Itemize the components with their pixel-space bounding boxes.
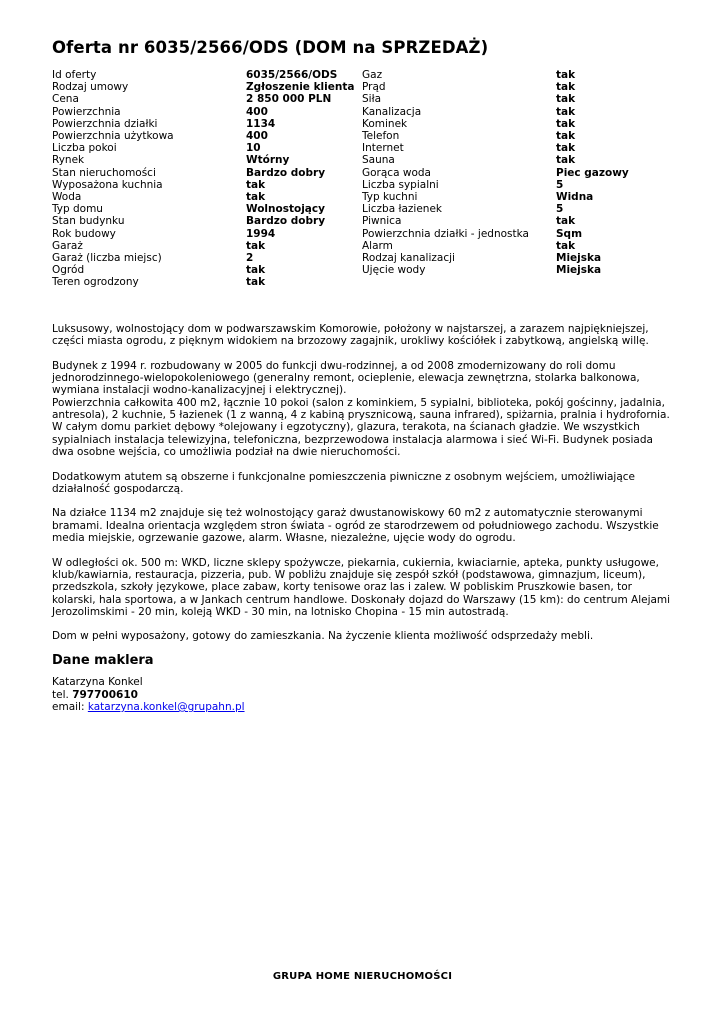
property-label: Powierzchnia użytkowa [52, 130, 174, 143]
property-label: Rodzaj kanalizacji [362, 252, 455, 265]
property-row [52, 191, 682, 203]
property-row [52, 130, 682, 142]
property-value: 2 850 000 PLN [246, 93, 332, 106]
property-value: 6035/2566/ODS [246, 69, 338, 81]
property-value: tak [556, 154, 576, 167]
property-value: tak [246, 191, 266, 204]
property-row [52, 203, 682, 215]
property-value: Miejska [556, 252, 602, 265]
property-label: Internet [362, 142, 404, 155]
property-label: Liczba łazienek [362, 203, 442, 216]
property-value: tak [246, 178, 266, 191]
property-label: Id oferty [52, 69, 97, 81]
property-label: Teren ogrodzony [52, 276, 139, 289]
property-row [52, 118, 682, 130]
property-value: tak [556, 130, 576, 143]
property-label: Liczba pokoi [52, 142, 117, 155]
property-value: tak [556, 105, 576, 118]
property-value: tak [246, 276, 266, 289]
description-paragraph: Dodatkowym atutem są obszerne i funkcjonalne pomieszczenia piwniczne z osobnym wejściem, umożliwiające działalność gospodarczą. [52, 470, 636, 495]
property-label: Stan nieruchomości [52, 166, 156, 179]
property-value: 2 [246, 252, 254, 265]
property-value: Sqm [556, 227, 583, 240]
property-label: Kominek [362, 117, 408, 130]
property-label: Woda [52, 191, 82, 204]
property-value: tak [556, 81, 576, 94]
property-value: 10 [246, 142, 261, 155]
property-row [52, 154, 682, 166]
broker-email-line [52, 701, 245, 714]
property-label: Ujęcie wody [362, 264, 426, 277]
property-label: Siła [362, 93, 382, 106]
property-value: tak [246, 239, 266, 252]
property-label: Garaż [52, 239, 83, 252]
property-value: Piec gazowy [556, 166, 629, 179]
property-value: Wolnostojący [246, 203, 325, 216]
property-label: Sauna [362, 154, 395, 167]
property-label: Ogród [52, 264, 85, 277]
property-value: tak [556, 117, 576, 130]
broker-email-label: email: [52, 701, 85, 713]
description-paragraph: Na działce 1134 m2 znajduje się też wolnostojący garaż dwustanowiskowy 60 m2 z automatycznie sterowanymi bramami. Idealna orientacja względem stron świata - ogród ze starodrzewem od południowego zachodu. Wszystkie media miejskie, ogrzewanie gazowe, alarm. Własne, niezależne, ujęcie wody do ogrodu. [52, 507, 659, 545]
property-label: Kanalizacja [362, 105, 422, 118]
property-value: tak [556, 239, 576, 252]
property-value: tak [556, 69, 576, 81]
property-value: 5 [556, 178, 564, 191]
property-value: Miejska [556, 264, 602, 277]
property-value: tak [556, 93, 576, 106]
broker-phone-line [52, 689, 245, 702]
property-table [52, 69, 682, 289]
property-value: tak [246, 264, 266, 277]
description-paragraph: W odległości ok. 500 m: WKD, liczne sklepy spożywcze, piekarnia, cukiernia, kwiaciarnie, apteka, punkty usługowe, klub/kawiarnia, restauracja, pizzeria, pub. W pobliżu znajduje się zespół szkół (podstawowa, gimnazjum, liceum), przedszkola, szkoły językowe, place zabaw, korty tenisowe oraz las i zalew. W pobliskim Pruszkowie basen, tor kolarski, hala sportowa, a w Jankach centrum handlowe. Doskonały dojazd do Warszawy (15 km): do centrum Alejami Jerozolimskimi - 20 min, koleją WKD - 30 min, na lotnisko Chopina - 15 min autostradą. [52, 556, 671, 618]
property-value: 1994 [246, 227, 276, 240]
property-label: Gorąca woda [362, 166, 431, 179]
property-label: Telefon [362, 130, 400, 143]
property-label: Alarm [362, 239, 393, 252]
property-label: Typ domu [52, 203, 103, 216]
property-row [52, 240, 682, 252]
property-row [52, 69, 682, 81]
property-label: Rynek [52, 154, 85, 167]
property-value: Wtórny [246, 154, 290, 167]
property-label: Cena [52, 93, 79, 106]
property-row [52, 264, 682, 276]
property-label: Powierzchnia działki - jednostka [362, 227, 529, 240]
property-value: Bardzo dobry [246, 215, 326, 228]
property-label: Wyposażona kuchnia [52, 178, 163, 191]
description-paragraph: Luksusowy, wolnostojący dom w podwarszawskim Komorowie, położony w najstarszej, a zarazem najpiękniejszej, części miasta ogrodu, z pięknym widokiem na brzozowy zagajnik, urokliwy kościółek i zabytkową, angielską willę. [52, 323, 649, 348]
property-row [52, 106, 682, 118]
broker-phone: 797700610 [72, 688, 138, 701]
footer-company: GRUPA HOME NIERUCHOMOŚCI [272, 971, 453, 982]
property-row [52, 93, 682, 105]
property-value: Bardzo dobry [246, 166, 326, 179]
description-paragraph: Budynek z 1994 r. rozbudowany w 2005 do funkcji dwu-rodzinnej, a od 2008 zmodernizowany do roli domu jednorodzinnego-wielopokoleniowego (generalny remont, ocieplenie, elewacja zewnętrzna, stolarka balkonowa, wymiana instalacji wodno-kanalizacyjnej i elektrycznej). Powierzchnia całkowita 400 m2, łącznie 10 pokoi (salon z kominkiem, 5 sypialni, biblioteka, pokój gościnny, jadalnia, antresola), 2 kuchnie, 5 łazienek (1 z wanną, 4 z kabiną prysznicową, sauna infrared), spiżarnia, pralnia i hydrofornia. W całym domu parkiet dębowy *olejowany i egzotyczny), glazura, terakota, na ścianach gładzie. We wszystkich sypialniach instalacja telewizyjna, telefoniczna, bezprzewodowa instalacja alarmowa i sieć Wi-Fi. Budynek posiada dwa osobne wejścia, co umożliwia podział na dwie nieruchomości. [52, 359, 670, 458]
property-row [52, 167, 682, 179]
property-value: 5 [556, 203, 564, 216]
broker-heading: Dane maklera [52, 653, 154, 668]
property-row [52, 81, 682, 93]
property-label: Liczba sypialni [362, 178, 439, 191]
property-label: Gaz [362, 69, 383, 81]
property-value: 1134 [246, 117, 276, 130]
property-label: Powierzchnia [52, 105, 121, 118]
broker-details [52, 676, 245, 714]
property-value: tak [556, 142, 576, 155]
description-paragraph: Dom w pełni wyposażony, gotowy do zamieszkania. Na życzenie klienta możliwość odsprzedaży mebli. [52, 630, 594, 643]
property-value: Zgłoszenie klienta [246, 81, 355, 94]
broker-phone-label: tel. [52, 688, 69, 701]
property-row [52, 142, 682, 154]
offer-description [52, 323, 677, 655]
property-row [52, 252, 682, 264]
property-row [52, 228, 682, 240]
property-label: Powierzchnia działki [52, 117, 158, 130]
property-value: 400 [246, 105, 268, 118]
property-label: Rok budowy [52, 227, 116, 240]
property-label: Garaż (liczba miejsc) [52, 252, 162, 265]
property-row [52, 179, 682, 191]
broker-name: Katarzyna Konkel [52, 676, 143, 688]
property-value: tak [556, 215, 576, 228]
property-label: Prąd [362, 81, 386, 94]
property-label: Stan budynku [52, 215, 125, 228]
property-label: Typ kuchni [362, 191, 418, 204]
property-row [52, 215, 682, 227]
broker-email-link[interactable]: katarzyna.konkel@grupahn.pl [87, 701, 245, 713]
property-label: Piwnica [362, 215, 402, 228]
property-label [362, 276, 556, 288]
property-value: Widna [556, 191, 594, 204]
property-row [52, 276, 682, 288]
page-title: Oferta nr 6035/2566/ODS (DOM na SPRZEDAŻ) [52, 38, 489, 57]
property-value [556, 276, 682, 288]
property-label: Rodzaj umowy [52, 81, 129, 94]
property-value: 400 [246, 130, 268, 143]
